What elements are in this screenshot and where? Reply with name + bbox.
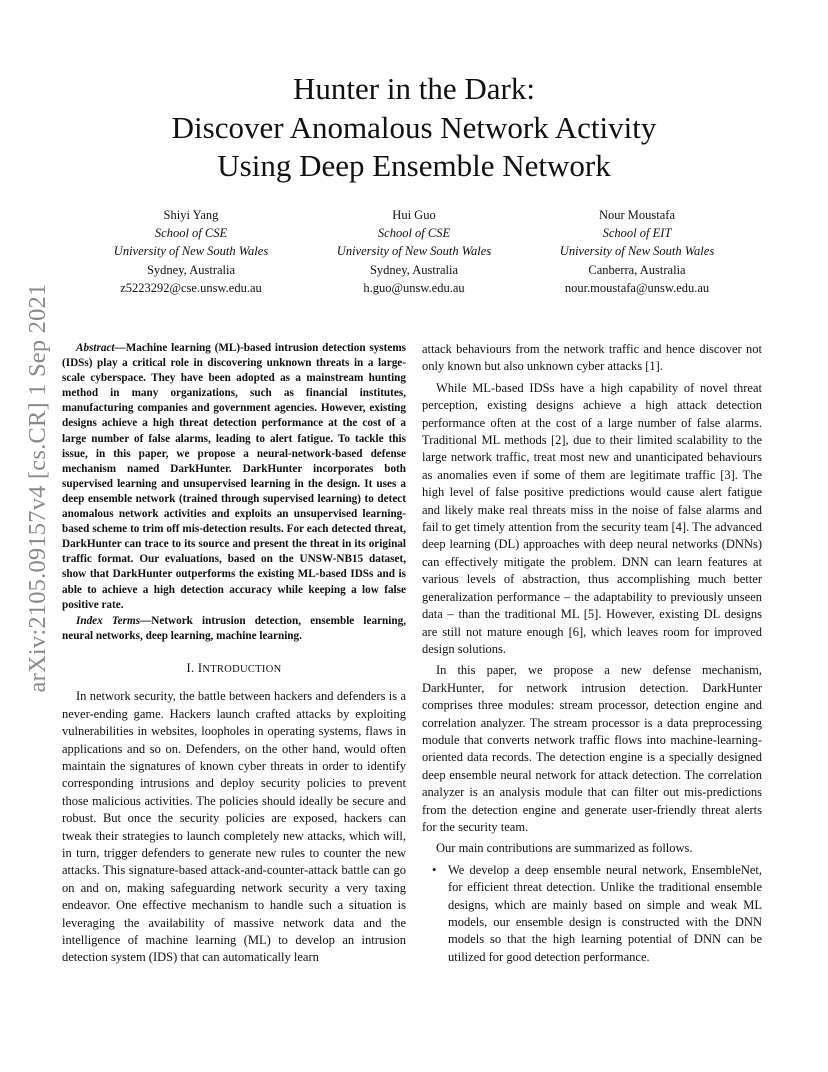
bullet-icon: • [432,862,437,877]
author-school: School of EIT [602,226,672,241]
author-email: z5223292@cse.unsw.edu.au [120,280,262,295]
index-terms [62,614,406,644]
abstract-label: Abstract [76,342,115,354]
title-line: Hunter in the Dark: [293,71,535,106]
author-email: h.guo@unsw.edu.au [363,280,465,295]
body-paragraph: attack behaviours from the network traffic and hence discover not only known but also unknown cyber attacks [1]. [422,342,762,374]
title-line: Using Deep Ensemble Network [217,148,611,183]
author-name: Shiyi Yang [163,208,219,222]
title-line: Discover Anomalous Network Activity [171,109,657,145]
abstract [62,341,406,613]
list-item [432,862,762,966]
author-location: Sydney, Australia [369,262,459,277]
author-school: School of CSE [377,226,451,241]
arxiv-identifier: arXiv:2105.09157v4 [cs.CR] 1 Sep 2021 [24,283,51,693]
author-email: nour.moustafa@unsw.edu.au [564,280,710,295]
body-paragraph: In this paper, we propose a new defense mechanism, DarkHunter, for network intrusion detection. DarkHunter comprises three modules: stream processor, detection engine and correlation analyzer. The stream processor is a data preprocessing module that converts network traffic flows into machine-learning-oriented data records. The detection engine is a specially designed deep ensemble neural network for attack detection. The correlation analyzer is an analysis module that can filter out mis-predictions from the detection engine and generate user-friendly threat alerts for the security team. [422,663,762,834]
author-card [86,206,296,297]
body-paragraph: Our main contributions are summarized as follows. [436,841,693,856]
author-university: University of New South Wales [113,244,269,259]
paper-title [64,70,764,186]
index-terms-text: —Network intrusion detection, ensemble learning, neural networks, deep learning, machine learning. [62,614,406,642]
body-paragraph: In network security, the battle between hackers and defenders is a never-ending game. Hackers launch crafted attacks by exploiting vulnerabilities in websites, loopholes in operating systems, flaws in applications and so on. Defenders, on the other hand, would often maintain the signatures of known cyber threats in order to identify corresponding intrusions and deploy security policies to prevent those malicious activities. The policies should ideally be secure and robust. But once the security policies are exposed, hackers can tweak their strategies to launch completely new attacks, which will, in turn, trigger defenders to generate new rules to counter the new attacks. This signature-based attack-and-counter-attack battle can go on and on, making safeguarding network security a very taxing endeavor. One effective mechanism to handle such a situation is leveraging the availability of massive network data and the intelligence of machine learning (ML) to develop an intrusion detection system (IDS) that can automatically learn [62,689,406,965]
section-title-rest: NTRODUCTION [202,663,282,675]
author-university: University of New South Wales [559,244,715,259]
section-heading-introduction [62,660,406,678]
author-name: Nour Moustafa [598,208,676,222]
list-item-text: We develop a deep ensemble neural network, EnsembleNet, for efficient threat detection. Unlike the traditional ensemble designs, which are mainly based on simple and weak ML models, our ensemble design is constructed with the DNN models so that the high learning potential of DNN can be utilized for good detection performance. [448,862,762,964]
author-school: School of CSE [154,226,228,241]
abstract-text: —Machine learning (ML)-based intrusion detection systems (IDSs) play a critical role in discovering unknown threats in a large-scale cyberspace. They have been adopted as a mainstream hunting method in many organizations, such as financial institutes, manufacturing companies and government agencies. However, existing designs achieve a high threat detection performance at the cost of a large number of false alarms, leading to alert fatigue. To tackle this issue, in this paper, we propose a neural-network-based defense mechanism named DarkHunter. DarkHunter incorporates both supervised learning and unsupervised learning in the design. It uses a deep ensemble network (trained through supervised learning) to detect anomalous network activities and exploits an unsupervised learning-based scheme to trim off mis-detection results. For each detected threat, DarkHunter can trace to its source and present the threat in its original traffic format. Our evaluations, based on the UNSW-NB15 dataset, show that DarkHunter outperforms the existing ML-based IDSs and is able to achieve a high detection accuracy while keeping a low false positive rate. [62,342,406,611]
section-number: I. [186,660,198,675]
body-paragraph: While ML-based IDSs have a high capability of novel threat perception, existing designs achieve a high attack detection performance often at the cost of a large number of false alarms. Traditional ML methods [2], due to their limited scalability to the large network traffic, treat most new and unanticipated behaviours as anomalies even if some of them are legitimate traffic [3]. The high level of false positive predictions would cause alert fatigue and likely make real threats miss in the noise of false alarms and fail to get timely attention from the security team [4]. The advanced deep learning (DL) approaches with deep neural networks (DNNs) can effectively mitigate the problem. DNN can learn features at various levels of abstraction, thus accomplishing much better generalization performance – the adaptability to previously unseen data – than the traditional ML [5]. However, existing DL designs are still not mature enough [6], which leaves room for improved design solutions. [422,380,762,656]
author-location: Canberra, Australia [588,262,686,277]
contributions-list [422,862,762,966]
left-column [62,341,406,967]
author-card [309,206,519,297]
author-block [86,206,742,297]
author-university: University of New South Wales [336,244,492,259]
index-terms-label: Index Terms [76,614,141,627]
author-card [532,206,742,297]
arxiv-side-stamp [22,283,54,693]
section-initial: I [197,660,203,675]
author-location: Sydney, Australia [146,262,236,277]
right-column [422,341,762,966]
author-name: Hui Guo [392,208,436,222]
